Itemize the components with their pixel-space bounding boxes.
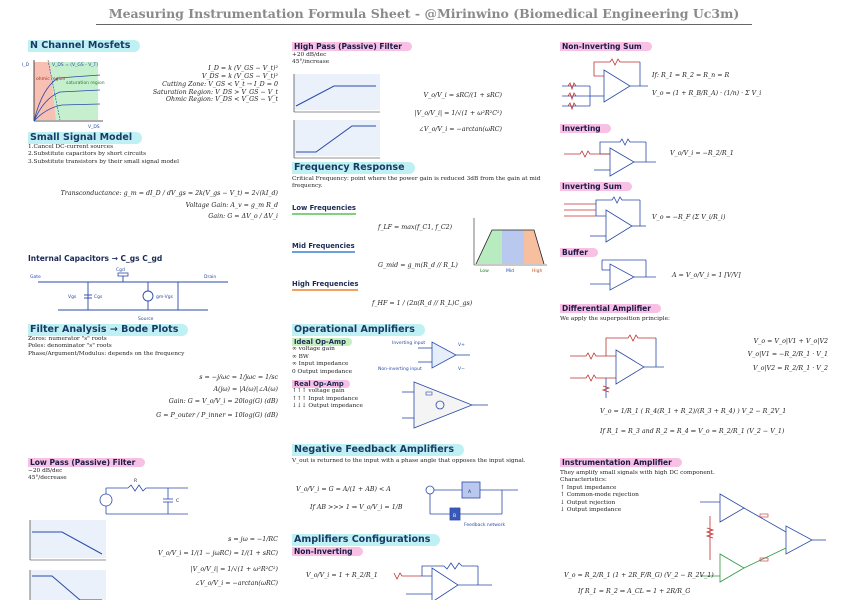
highpass-slope: +20 dB/dec xyxy=(292,51,327,58)
freq-band-low: Low xyxy=(480,269,489,274)
filter-equations xyxy=(28,374,278,419)
diff-eq-2: V_o|V1 = −R_2/R_1 · V_1 xyxy=(747,350,828,358)
lowpass-eq-4: ∠V_o/V_i = −arctan(ωRC) xyxy=(194,579,278,587)
invsum-heading: Inverting Sum xyxy=(560,182,632,191)
freq-low xyxy=(292,204,356,215)
caps-drain-label: Drain xyxy=(204,275,217,280)
nfa-heading: Negative Feedback Amplifiers xyxy=(292,444,464,456)
conf-noninv-heading: Non-Inverting xyxy=(292,547,363,556)
nis-heading: Non-Inverting Sum xyxy=(560,42,652,51)
nmos-ohmic-label: ohmic region xyxy=(36,77,66,82)
conf-section xyxy=(292,534,550,556)
freq-low-eq: f_LF = max(f_C1, f_C2) xyxy=(378,224,453,231)
freq-mid-heading: Mid Frequencies xyxy=(292,242,355,253)
real-opamp-diagram xyxy=(402,380,492,430)
highpass-bode xyxy=(292,74,384,162)
caps-section xyxy=(28,254,278,264)
inv-eq-wrap xyxy=(670,150,734,158)
lowpass-circuit xyxy=(98,479,208,522)
nmos-eq-3: Cutting Zone: V_GS < V_t → I_D = 0 xyxy=(162,80,278,88)
highpass-heading: High Pass (Passive) Filter xyxy=(292,42,412,51)
nfa-fb-label: Feedback network xyxy=(464,523,506,528)
inv-eq: V_o/V_i = −R_2/R_1 xyxy=(670,150,734,157)
inv-heading: Inverting xyxy=(560,124,611,133)
invsum-section xyxy=(560,182,632,192)
lowpass-eq-3: |V_o/V_i| = 1/√(1 + ω²R²C²) xyxy=(190,565,278,573)
nfa-diagram xyxy=(422,478,542,528)
diff-eq-5: If R_1 = R_3 and R_2 = R_4 ⇒ V_o = R_2/R_1 (V_2 − V_1) xyxy=(600,428,785,435)
inst-desc-2: Characteristics: xyxy=(560,477,607,484)
nis-circuit xyxy=(560,56,650,118)
opamp-ideal-2: ∞ BW xyxy=(292,353,309,360)
nmos-id-label: I_D xyxy=(22,63,30,68)
nmos-graph xyxy=(22,58,108,130)
freq-high-eq: f_HF = 1 / (2π(R_d // R_L)C_gs) xyxy=(372,300,473,307)
opamp-ideal-1: ∞ voltage gain xyxy=(292,346,335,353)
diff-eq-3: V_o|V2 = R_2/R_1 · V_2 xyxy=(752,364,828,372)
lowpass-eq-1: s = jω = −1/RC xyxy=(228,536,278,543)
ssm-heading: Small Signal Model xyxy=(28,132,142,144)
nis-eq-2: V_o = (1 + R_B/R_A) · (1/n) · Σ V_i xyxy=(652,89,762,97)
filter-eq-4: G = P_outer / P_inner = 10log(G) (dB) xyxy=(156,411,278,419)
ssm-step-1: 1.Cancel DC-current sources xyxy=(28,143,114,150)
inst-item-1: ↑ Input impedance xyxy=(560,484,617,491)
buffer-heading: Buffer xyxy=(560,248,598,257)
ssm-eq-3: Gain: G = ΔV_o / ΔV_i xyxy=(208,212,278,220)
inst-item-2: ↑ Common-mode rejection xyxy=(560,492,639,499)
caps-vgs-label: Vgs xyxy=(68,295,77,300)
caps-gate-label: Gate xyxy=(30,275,41,280)
inst-eq-1: V_o = R_2/R_1 (1 + 2R_F/R_G) (V_2 − R_2V_1) xyxy=(564,572,714,579)
opamp-ideal-4: 0 Output impedance xyxy=(292,368,353,375)
nmos-equations xyxy=(98,65,278,104)
freq-mid-eq-wrap xyxy=(378,262,458,270)
nfa-section xyxy=(292,444,550,465)
caps-cgs-label: Cgs xyxy=(94,295,103,300)
opamp-real-3: ↓↓↓ Output impedance xyxy=(292,403,363,410)
freq-section xyxy=(292,162,550,191)
inst-circuit xyxy=(700,488,828,594)
freq-heading: Frequency Response xyxy=(292,162,415,174)
opamp-noninv-label: Non-inverting input xyxy=(378,367,422,372)
nmos-sat-label: saturation region xyxy=(66,81,105,86)
nfa-desc: V_out is returned to the input with a phase angle that opposes the input signal. xyxy=(292,457,526,464)
filter-eq-3: Gain: G = V_o/V_i = 20log(G) (dB) xyxy=(168,397,278,405)
invsum-eq-wrap xyxy=(652,214,725,222)
buffer-eq-wrap xyxy=(672,272,741,280)
nis-section xyxy=(560,42,652,52)
filter-eq-2: A(jω) = |A(ω)|∠A(ω) xyxy=(213,385,278,393)
nfa-eq-1: V_o/V_i = G = A/(1 + AB) < A xyxy=(296,486,391,493)
diff-eq-1: V_o = V_o|V1 + V_o|V2 xyxy=(753,338,828,345)
opamp-heading: Operational Amplifiers xyxy=(292,324,425,336)
nis-eq-1: If: R_1 = R_2 = R_n = R xyxy=(652,72,730,79)
freq-mid xyxy=(292,242,355,253)
highpass-section xyxy=(292,42,550,67)
inst-item-3: ↓ Output rejection xyxy=(560,499,616,506)
lowpass-section xyxy=(28,458,278,483)
filter-section xyxy=(28,324,278,358)
inst-equations xyxy=(564,572,714,596)
freq-mid-eq: G_mid = g_m(R_d // R_L) xyxy=(378,262,458,269)
freq-high-eq-wrap xyxy=(372,300,472,308)
conf-eq: V_o/V_i = 1 + R_2/R_1 xyxy=(306,572,378,579)
conf-heading: Amplifiers Configurations xyxy=(292,534,440,546)
lowpass-c-label: C xyxy=(176,499,180,504)
inst-heading: Instrumentation Amplifier xyxy=(560,458,682,467)
freq-low-heading: Low Frequencies xyxy=(292,204,356,215)
diff-eq-4-wrap xyxy=(600,408,786,416)
freq-desc: Critical Frequency: point where the power gain is reduced 3dB from the gain at mid frequency. xyxy=(292,175,541,190)
freq-low-eq-wrap xyxy=(378,224,452,232)
inst-item-4: ↓ Output impedance xyxy=(560,507,622,514)
opamp-real-heading: Real Op-Amp xyxy=(292,380,350,388)
freq-high xyxy=(292,280,358,291)
caps-circuit xyxy=(28,268,278,323)
diff-circuit xyxy=(566,332,666,402)
nmos-eq-5: Ohmic Region: V_DS < V_GS − V_t xyxy=(165,96,278,104)
diff-equations xyxy=(670,338,828,373)
caps-source-label: Source xyxy=(138,317,154,322)
opamp-ideal-3: ∞ Input impedance xyxy=(292,361,349,368)
ssm-section xyxy=(28,132,278,166)
freq-high-heading: High Frequencies xyxy=(292,280,358,291)
lowpass-r-label: R xyxy=(134,479,138,484)
caps-cgd-label: Cgd xyxy=(116,268,125,273)
buffer-section xyxy=(560,248,598,258)
diff-eq-5-wrap xyxy=(600,428,784,436)
nmos-vds-label: V_DS xyxy=(88,125,100,130)
nfa-eq-2: If AB >>> 1 ⇒ V_o/V_i = 1/B xyxy=(310,503,403,511)
highpass-eq-1: V_o/V_i = sRC/(1 + sRC) xyxy=(423,92,502,99)
caps-gmvgs-label: gm·Vgs xyxy=(156,295,173,300)
title-rule xyxy=(96,24,752,25)
ssm-step-2: 2.Substitute capacitors by short circuits xyxy=(28,151,147,158)
highpass-equations xyxy=(382,92,502,134)
diff-heading: Differential Amplifier xyxy=(560,304,661,313)
ssm-step-3: 3.Substitute transistors by their small signal model xyxy=(28,158,179,165)
filter-zeros: Zeros: numerator "s" roots xyxy=(28,335,107,342)
opamp-real-2: ↑↑↑ Input impedance xyxy=(292,395,359,402)
inst-eq-2: If R_1 = R_2 ⇒ A_CL = 1 + 2R/R_G xyxy=(578,587,691,595)
nmos-eq-1: I_D = k (V_GS − V_t)² xyxy=(208,65,278,72)
nis-equations xyxy=(652,72,761,98)
filter-phase: Phase/Argument/Modulus: depends on the frequency xyxy=(28,350,185,357)
lowpass-phase: 45°/decrease xyxy=(28,475,67,482)
highpass-eq-2: |V_o/V_i| = 1/√(1 + ω²R²C²) xyxy=(414,109,502,117)
nmos-heading: N Channel Mosfets xyxy=(28,40,140,52)
invsum-circuit xyxy=(560,194,646,250)
nfa-b-label: B xyxy=(453,514,457,519)
nmos-eq-2: V_DS = k (V_GS − V_t)² xyxy=(201,72,278,80)
ssm-equations xyxy=(28,190,278,221)
filter-poles: Poles: denominator "s" roots xyxy=(28,343,112,350)
conf-eq-wrap xyxy=(306,572,378,580)
noninv-circuit xyxy=(392,562,512,600)
lowpass-heading: Low Pass (Passive) Filter xyxy=(28,458,145,467)
nfa-equations xyxy=(296,486,402,512)
lowpass-eq-2: V_o/V_i = 1/(1 − jωRC) = 1/(1 + sRC) xyxy=(158,549,278,557)
highpass-phase: 45°/increase xyxy=(292,59,330,66)
diff-desc: We apply the superposition principle: xyxy=(560,315,670,322)
buffer-circuit xyxy=(590,258,660,294)
opamp-vplus-label: V+ xyxy=(458,343,465,348)
opamp-vminus-label: V− xyxy=(458,367,465,372)
page-title: Measuring Instrumentation Formula Sheet - @Mirinwino (Biomedical Engineering Uc3m) xyxy=(108,6,740,21)
diff-eq-4: V_o = 1/R_1 ( R_4(R_1 + R_2)/(R_3 + R_4) ) V_2 − R_2V_1 xyxy=(600,408,787,415)
highpass-eq-3: ∠V_o/V_i = −arctan(ωRC) xyxy=(418,125,502,133)
nmos-vgs-label: V_DS = (V_GS - V_T) xyxy=(52,63,99,68)
nfa-a-label: A xyxy=(468,490,472,495)
inv-circuit xyxy=(560,138,660,180)
filter-heading: Filter Analysis → Bode Plots xyxy=(28,324,188,336)
nmos-section xyxy=(28,40,278,52)
freq-response-graph xyxy=(472,218,548,274)
lowpass-bode xyxy=(28,520,108,600)
lowpass-equations xyxy=(108,536,278,587)
lowpass-slope: −20 dB/dec xyxy=(28,467,63,474)
filter-eq-1: s = −j/ωc = 1/jωc = 1/sc xyxy=(199,374,278,381)
invsum-eq: V_o = −R_F (Σ V_i/R_i) xyxy=(652,214,726,221)
freq-band-high: High xyxy=(532,269,543,274)
freq-band-mid: Mid xyxy=(506,269,514,274)
inst-desc-1: They amplify small signals with high DC component. xyxy=(560,469,715,476)
opamp-inv-label: Inverting input xyxy=(392,341,426,346)
caps-heading: Internal Capacitors → C_gs C_gd xyxy=(28,254,163,263)
opamp-symbol xyxy=(378,338,492,372)
opamp-real-1: ↑↑↑ voltage gain xyxy=(292,388,345,394)
diff-section xyxy=(560,304,828,323)
nmos-eq-4: Saturation Region: V_DS > V_GS − V_t xyxy=(152,88,278,96)
ssm-eq-2: Voltage Gain: A_v = g_m R_d xyxy=(185,201,278,209)
buffer-eq: A = V_o/V_i = 1 [V/V] xyxy=(672,272,741,279)
inv-section xyxy=(560,124,611,134)
ssm-eq-1: Transconductance: g_m = dI_D / dV_gs = 2k(V_gs − V_t) = 2√(kI_d) xyxy=(60,190,278,197)
opamp-ideal-heading: Ideal Op-Amp xyxy=(292,338,352,346)
